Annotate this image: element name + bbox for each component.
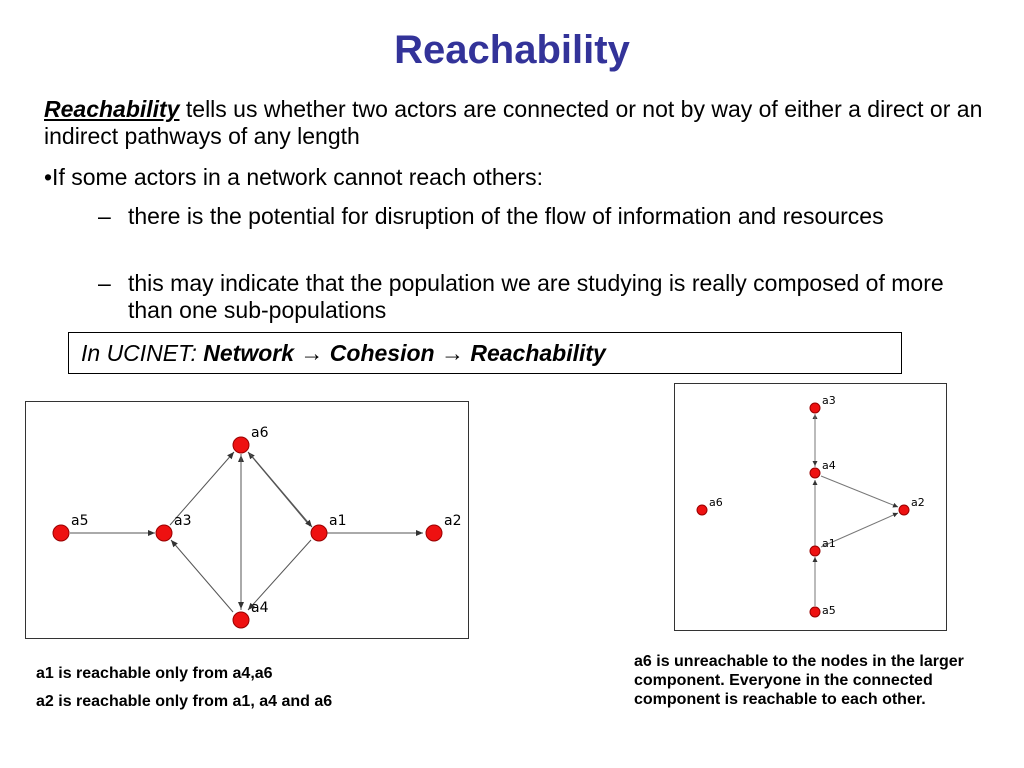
label-a1: a1: [822, 537, 836, 550]
sub-bullet-text: this may indicate that the population we are studying is really composed of more than one sub-populations: [128, 270, 944, 323]
label-a4: a4: [251, 600, 269, 616]
label-a6: a6: [251, 425, 269, 441]
label-a1: a1: [329, 513, 347, 529]
edge-a4-a2: [821, 476, 898, 507]
sub-bullet-dash: –: [98, 270, 111, 296]
label-a3: a3: [174, 513, 192, 529]
node-a6: [233, 437, 249, 453]
left-caption-line-1: a1 is reachable only from a4,a6: [36, 665, 273, 682]
node-a3: [156, 525, 172, 541]
right-caption: a6 is unreachable to the nodes in the larger component. Everyone in the connected component is reachable to each other.: [634, 653, 964, 708]
bullet-point: •If some actors in a network cannot reach others:: [44, 164, 543, 190]
edge-a6-a1: [250, 454, 312, 527]
node-a6: [697, 505, 707, 515]
label-a5: a5: [822, 604, 836, 617]
node-a4: [233, 612, 249, 628]
label-a6: a6: [709, 496, 723, 509]
intro-paragraph: [44, 96, 984, 150]
node-a2: [899, 505, 909, 515]
label-a4: a4: [822, 459, 836, 472]
right-network-svg: [675, 384, 946, 630]
left-caption: [36, 660, 456, 716]
label-a3: a3: [822, 394, 836, 407]
left-network-diagram: [25, 401, 469, 639]
left-network-svg: [26, 402, 468, 638]
right-network-diagram: [674, 383, 947, 631]
ucinet-path: Network → Cohesion → Reachability: [203, 340, 606, 366]
intro-term: Reachability: [44, 96, 180, 122]
sub-bullet-2: [98, 270, 958, 326]
node-a2: [426, 525, 442, 541]
sub-bullet-dash: –: [98, 203, 111, 229]
sub-bullet-1: [98, 203, 958, 259]
label-a5: a5: [71, 513, 89, 529]
node-a5: [810, 607, 820, 617]
ucinet-label: In UCINET:: [81, 340, 204, 366]
ucinet-menu-path-box: [68, 332, 902, 374]
label-a2: a2: [444, 513, 462, 529]
label-a2: a2: [911, 496, 925, 509]
slide-title: Reachability: [394, 28, 630, 72]
edge-a4-a3: [171, 540, 233, 612]
intro-text: tells us whether two actors are connected or not by way of either a direct or an indirect pathways of any length: [44, 96, 983, 149]
node-a3: [810, 403, 820, 413]
node-a4: [810, 468, 820, 478]
sub-bullet-text: there is the potential for disruption of the flow of information and resources: [128, 203, 884, 229]
node-a1: [311, 525, 327, 541]
node-a5: [53, 525, 69, 541]
node-a1: [810, 546, 820, 556]
left-caption-line-2: a2 is reachable only from a1, a4 and a6: [36, 693, 333, 710]
